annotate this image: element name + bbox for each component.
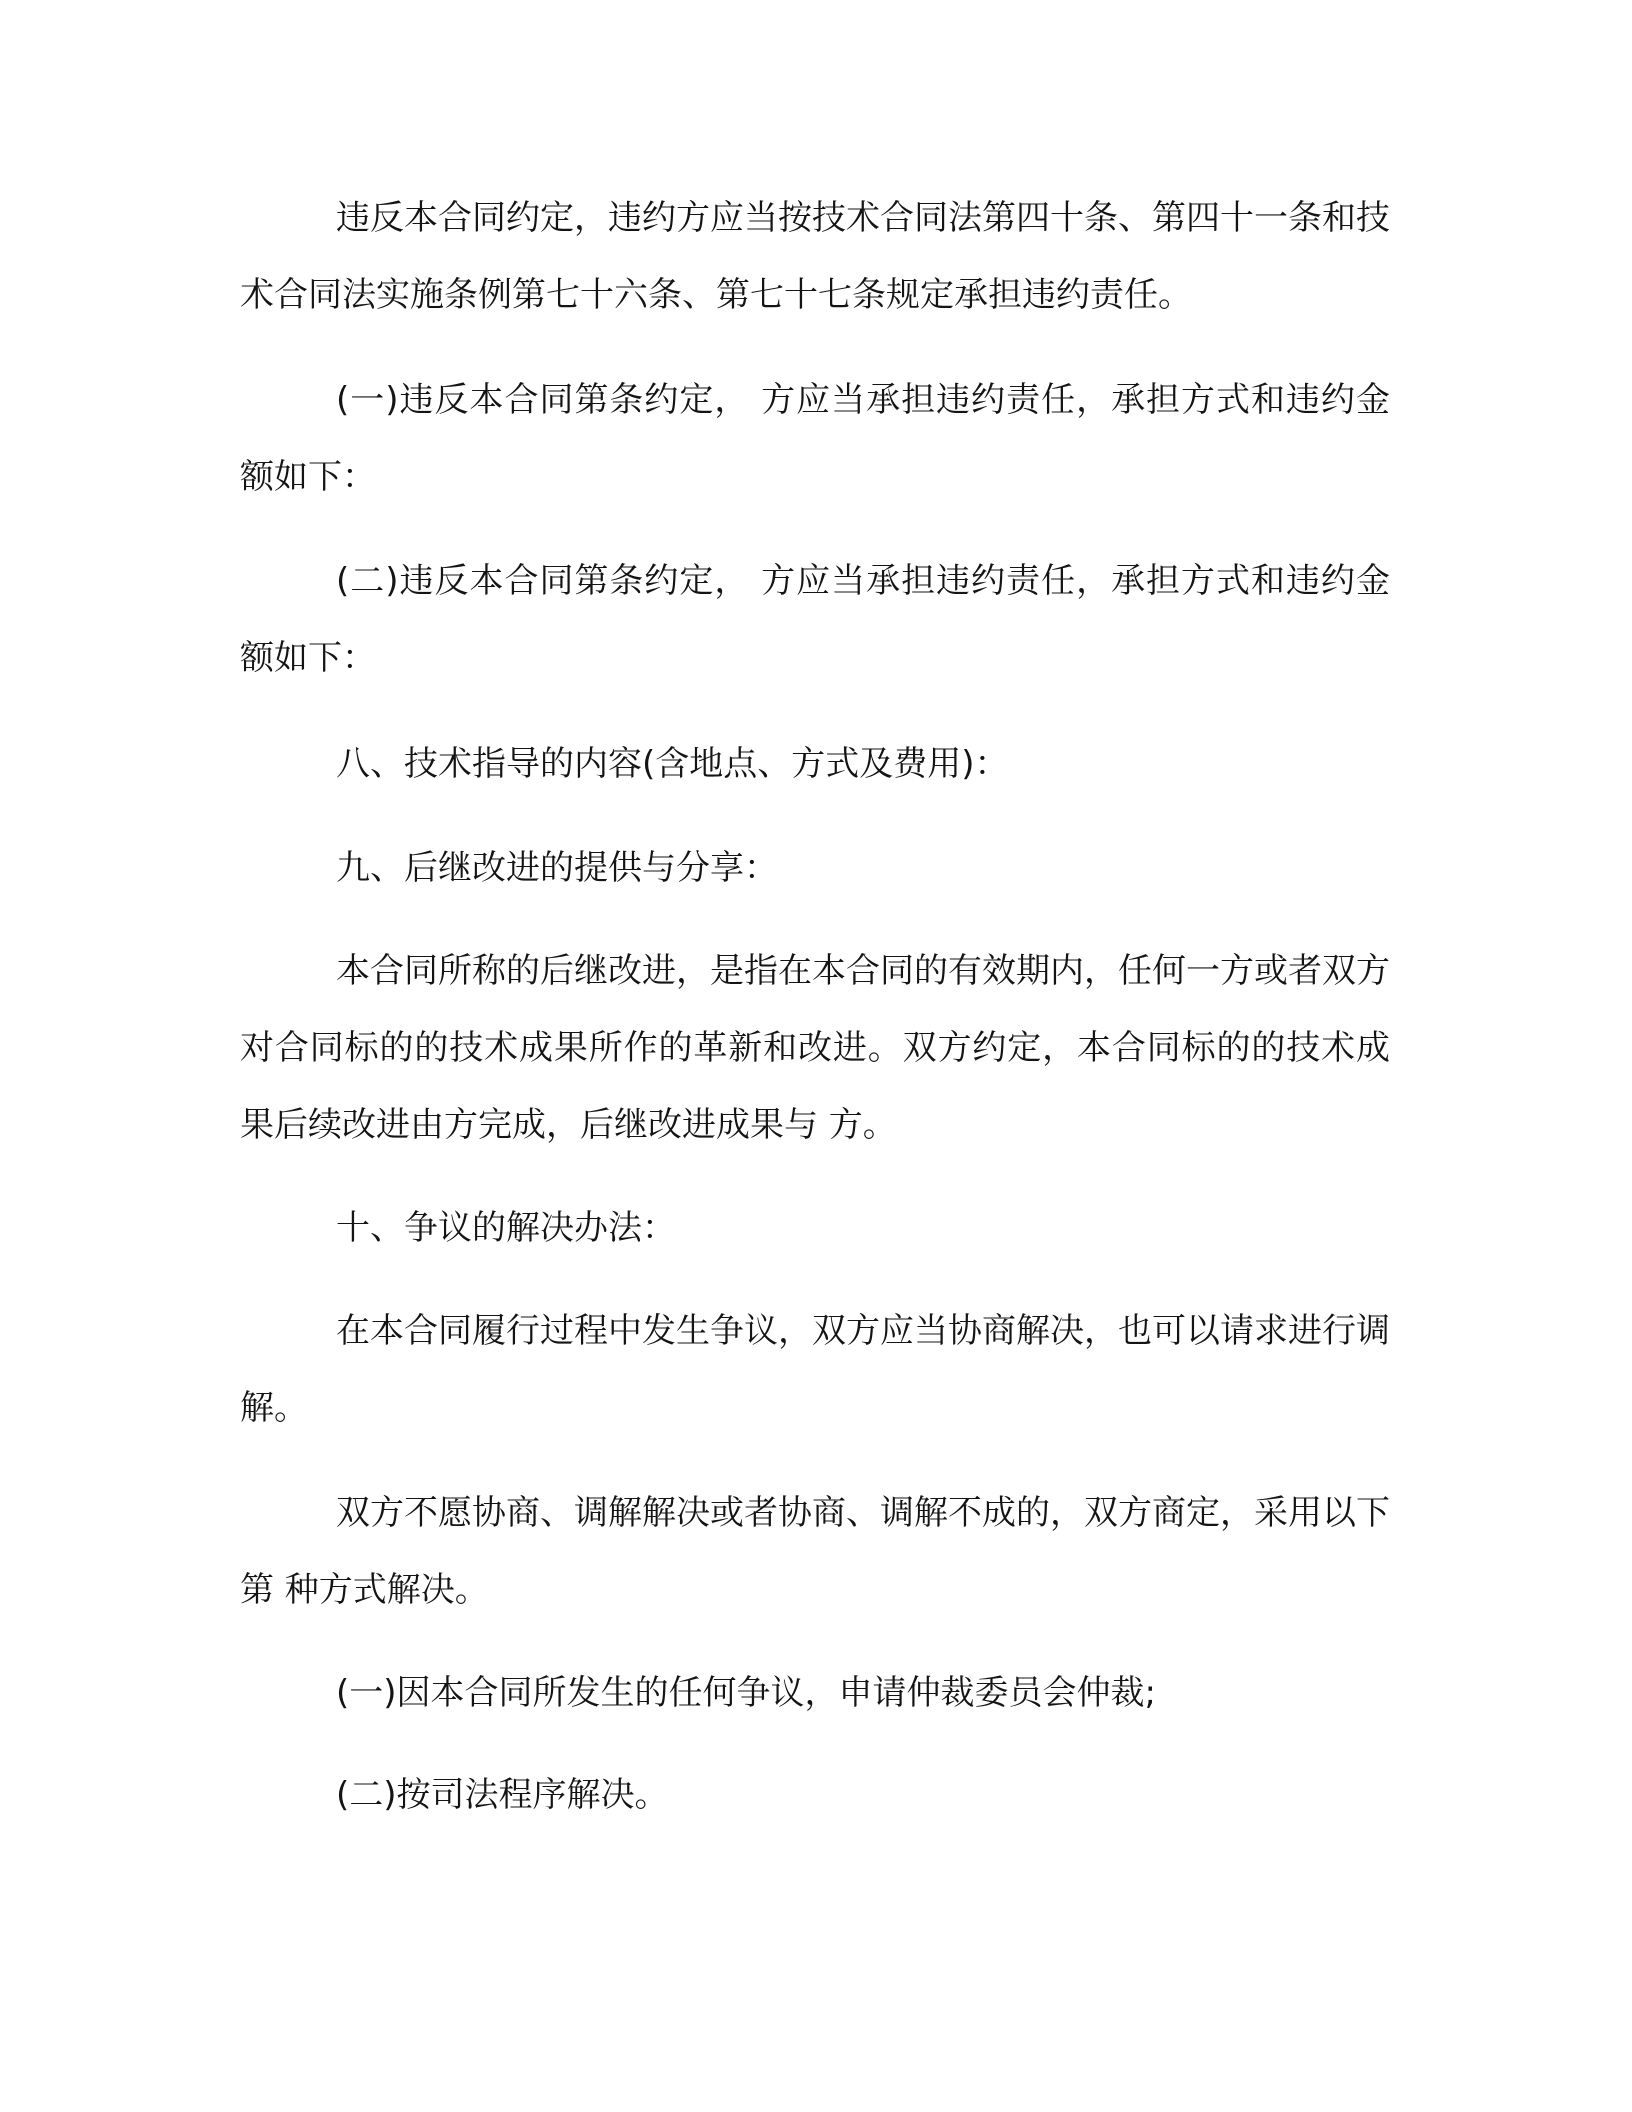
paragraph-negotiation: 在本合同履行过程中发生争议，双方应当协商解决，也可以请求进行调解。	[240, 1311, 1390, 1428]
heading-dispute-resolution: 十、争议的解决办法：	[336, 1208, 676, 1248]
paragraph-judicial: (二)按司法程序解决。	[336, 1775, 669, 1815]
paragraph-resolution-method: 双方不愿协商、调解解决或者协商、调解不成的，双方商定，采用以下第 种方式解决。	[240, 1493, 1390, 1610]
paragraph-arbitration: (一)因本合同所发生的任何争议，申请仲裁委员会仲裁;	[336, 1673, 1156, 1713]
paragraph-breach-liability: 违反本合同约定，违约方应当按技术合同法第四十条、第四十一条和技术合同法实施条例第七十六条、第七十七条规定承担违约责任。	[240, 198, 1390, 315]
paragraph-breach-clause-2: (二)违反本合同第条约定， 方应当承担违约责任，承担方式和违约金额如下：	[240, 561, 1390, 678]
paragraph-breach-clause-1: (一)违反本合同第条约定， 方应当承担违约责任，承担方式和违约金额如下：	[240, 380, 1390, 497]
heading-follow-up-improvement: 九、后继改进的提供与分享：	[336, 848, 778, 888]
paragraph-follow-up-improvement: 本合同所称的后继改进，是指在本合同的有效期内，任何一方或者双方对合同标的的技术成果所作的革新和改进。双方约定，本合同标的的技术成果后续改进由方完成，后继改进成果与 方。	[240, 951, 1390, 1145]
heading-technical-guidance: 八、技术指导的内容(含地点、方式及费用)：	[336, 744, 1009, 784]
